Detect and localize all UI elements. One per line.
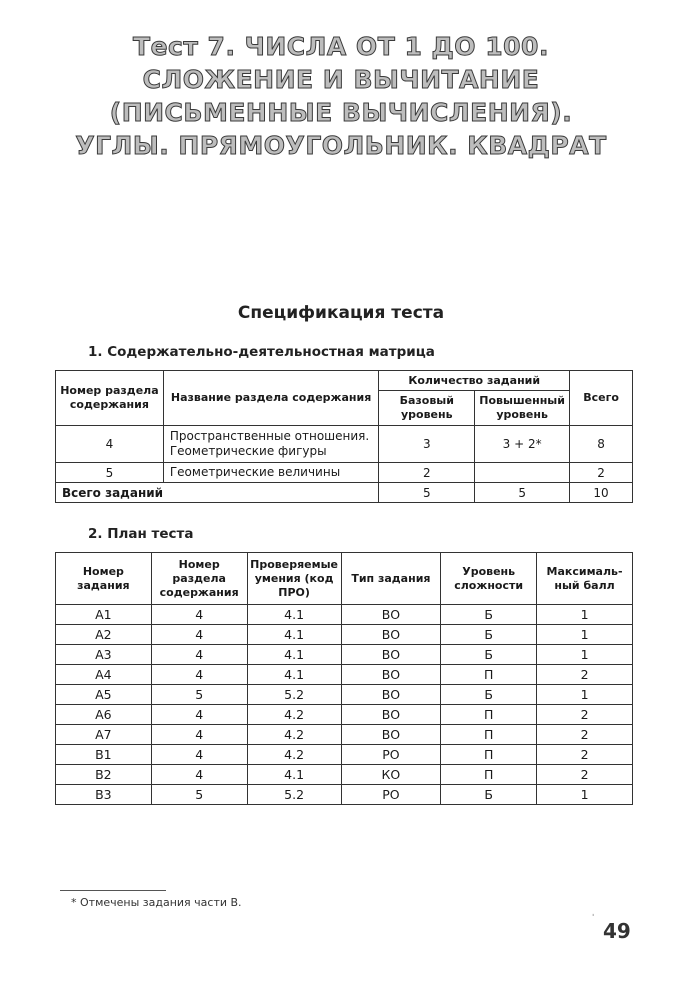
cell-skill: 4.2 bbox=[247, 745, 341, 765]
cell-skill: 4.2 bbox=[247, 725, 341, 745]
cell-task: А7 bbox=[56, 725, 152, 745]
cell-skill: 4.1 bbox=[247, 625, 341, 645]
cell-score: 1 bbox=[537, 625, 633, 645]
cell-score: 2 bbox=[537, 725, 633, 745]
cell-level: П bbox=[441, 745, 537, 765]
cell-task: В3 bbox=[56, 785, 152, 805]
cell-level: Б bbox=[441, 685, 537, 705]
cell-task: В2 bbox=[56, 765, 152, 785]
row-total: 2 bbox=[570, 463, 633, 483]
cell-type: РО bbox=[341, 785, 441, 805]
header-skills: Проверяемые умения (код ПРО) bbox=[247, 553, 341, 605]
cell-task: А1 bbox=[56, 605, 152, 625]
row-number: 5 bbox=[56, 463, 164, 483]
table-row bbox=[56, 605, 633, 625]
cell-type: КО bbox=[341, 765, 441, 785]
cell-skill: 4.1 bbox=[247, 765, 341, 785]
cell-task: В1 bbox=[56, 745, 152, 765]
header-task-number: Номер задания bbox=[56, 553, 152, 605]
page-number: 49 bbox=[603, 919, 631, 943]
cell-type: ВО bbox=[341, 665, 441, 685]
page-title bbox=[0, 30, 682, 162]
cell-section: 4 bbox=[151, 665, 247, 685]
cell-type: ВО bbox=[341, 705, 441, 725]
cell-score: 2 bbox=[537, 745, 633, 765]
page-mark: ˈ bbox=[592, 913, 595, 922]
totals-row bbox=[56, 483, 633, 503]
row-advanced: 3 + 2* bbox=[475, 426, 570, 463]
cell-level: П bbox=[441, 705, 537, 725]
cell-skill: 4.2 bbox=[247, 705, 341, 725]
header-difficulty: Уровень сложности bbox=[441, 553, 537, 605]
header-max-score: Максималь-ный балл bbox=[537, 553, 633, 605]
cell-score: 1 bbox=[537, 685, 633, 705]
footnote-divider bbox=[60, 890, 166, 891]
cell-task: А4 bbox=[56, 665, 152, 685]
row-number: 4 bbox=[56, 426, 164, 463]
row-name-line: Геометрические фигуры bbox=[169, 444, 327, 458]
table-row bbox=[56, 645, 633, 665]
cell-section: 4 bbox=[151, 605, 247, 625]
table-row bbox=[56, 785, 633, 805]
cell-score: 2 bbox=[537, 705, 633, 725]
cell-score: 2 bbox=[537, 665, 633, 685]
cell-score: 1 bbox=[537, 785, 633, 805]
title-line-3: (ПИСЬМЕННЫЕ ВЫЧИСЛЕНИЯ). bbox=[109, 98, 573, 127]
cell-task: А3 bbox=[56, 645, 152, 665]
table-row bbox=[56, 745, 633, 765]
table-row bbox=[56, 725, 633, 745]
cell-score: 2 bbox=[537, 765, 633, 785]
totals-label: Всего заданий bbox=[56, 483, 379, 503]
table-row bbox=[56, 765, 633, 785]
cell-skill: 4.1 bbox=[247, 645, 341, 665]
cell-task: А6 bbox=[56, 705, 152, 725]
totals-basic: 5 bbox=[379, 483, 475, 503]
cell-score: 1 bbox=[537, 605, 633, 625]
row-basic: 3 bbox=[379, 426, 475, 463]
cell-level: П bbox=[441, 765, 537, 785]
cell-level: П bbox=[441, 725, 537, 745]
cell-level: Б bbox=[441, 645, 537, 665]
header-advanced: Повышенный уровень bbox=[475, 391, 570, 426]
cell-skill: 5.2 bbox=[247, 785, 341, 805]
row-basic: 2 bbox=[379, 463, 475, 483]
cell-section: 4 bbox=[151, 625, 247, 645]
cell-type: ВО bbox=[341, 725, 441, 745]
table-row bbox=[56, 665, 633, 685]
title-line-2: СЛОЖЕНИЕ И ВЫЧИТАНИЕ bbox=[142, 65, 540, 94]
cell-level: П bbox=[441, 665, 537, 685]
row-name bbox=[163, 426, 379, 463]
row-advanced bbox=[475, 463, 570, 483]
table-row bbox=[56, 463, 633, 483]
test-plan-table bbox=[55, 552, 633, 805]
cell-skill: 4.1 bbox=[247, 665, 341, 685]
header-section-number: Номер раздела содержания bbox=[151, 553, 247, 605]
cell-level: Б bbox=[441, 785, 537, 805]
cell-section: 4 bbox=[151, 645, 247, 665]
cell-skill: 5.2 bbox=[247, 685, 341, 705]
header-section-number: Номер раздела содержания bbox=[56, 371, 164, 426]
cell-task: А2 bbox=[56, 625, 152, 645]
cell-type: ВО bbox=[341, 645, 441, 665]
header-basic: Базовый уровень bbox=[379, 391, 475, 426]
row-name-line: Пространственные отношения. bbox=[169, 429, 370, 443]
row-total: 8 bbox=[570, 426, 633, 463]
cell-score: 1 bbox=[537, 645, 633, 665]
table-row bbox=[56, 426, 633, 463]
cell-section: 5 bbox=[151, 785, 247, 805]
cell-type: ВО bbox=[341, 605, 441, 625]
cell-section: 4 bbox=[151, 705, 247, 725]
row-name: Геометрические величины bbox=[163, 463, 379, 483]
header-task-type: Тип задания bbox=[341, 553, 441, 605]
plan-section-title: 2. План теста bbox=[88, 526, 194, 542]
cell-skill: 4.1 bbox=[247, 605, 341, 625]
cell-type: РО bbox=[341, 745, 441, 765]
totals-total: 10 bbox=[570, 483, 633, 503]
header-task-count: Количество заданий bbox=[379, 371, 570, 391]
cell-section: 4 bbox=[151, 725, 247, 745]
title-line-1: Тест 7. ЧИСЛА ОТ 1 ДО 100. bbox=[133, 32, 549, 61]
cell-section: 5 bbox=[151, 685, 247, 705]
cell-section: 4 bbox=[151, 765, 247, 785]
table-row bbox=[56, 705, 633, 725]
cell-section: 4 bbox=[151, 745, 247, 765]
footnote: * Отмечены задания части В. bbox=[71, 896, 242, 909]
header-section-name: Название раздела содержания bbox=[163, 371, 379, 426]
cell-type: ВО bbox=[341, 625, 441, 645]
header-total: Всего bbox=[570, 371, 633, 426]
table-row bbox=[56, 685, 633, 705]
title-line-4: УГЛЫ. ПРЯМОУГОЛЬНИК. КВАДРАТ bbox=[75, 131, 607, 160]
cell-level: Б bbox=[441, 605, 537, 625]
content-matrix-table bbox=[55, 370, 633, 503]
cell-type: ВО bbox=[341, 685, 441, 705]
totals-advanced: 5 bbox=[475, 483, 570, 503]
cell-level: Б bbox=[441, 625, 537, 645]
cell-task: А5 bbox=[56, 685, 152, 705]
matrix-section-title: 1. Содержательно-деятельностная матрица bbox=[88, 344, 435, 360]
table-row bbox=[56, 625, 633, 645]
spec-title: Спецификация теста bbox=[237, 303, 445, 323]
